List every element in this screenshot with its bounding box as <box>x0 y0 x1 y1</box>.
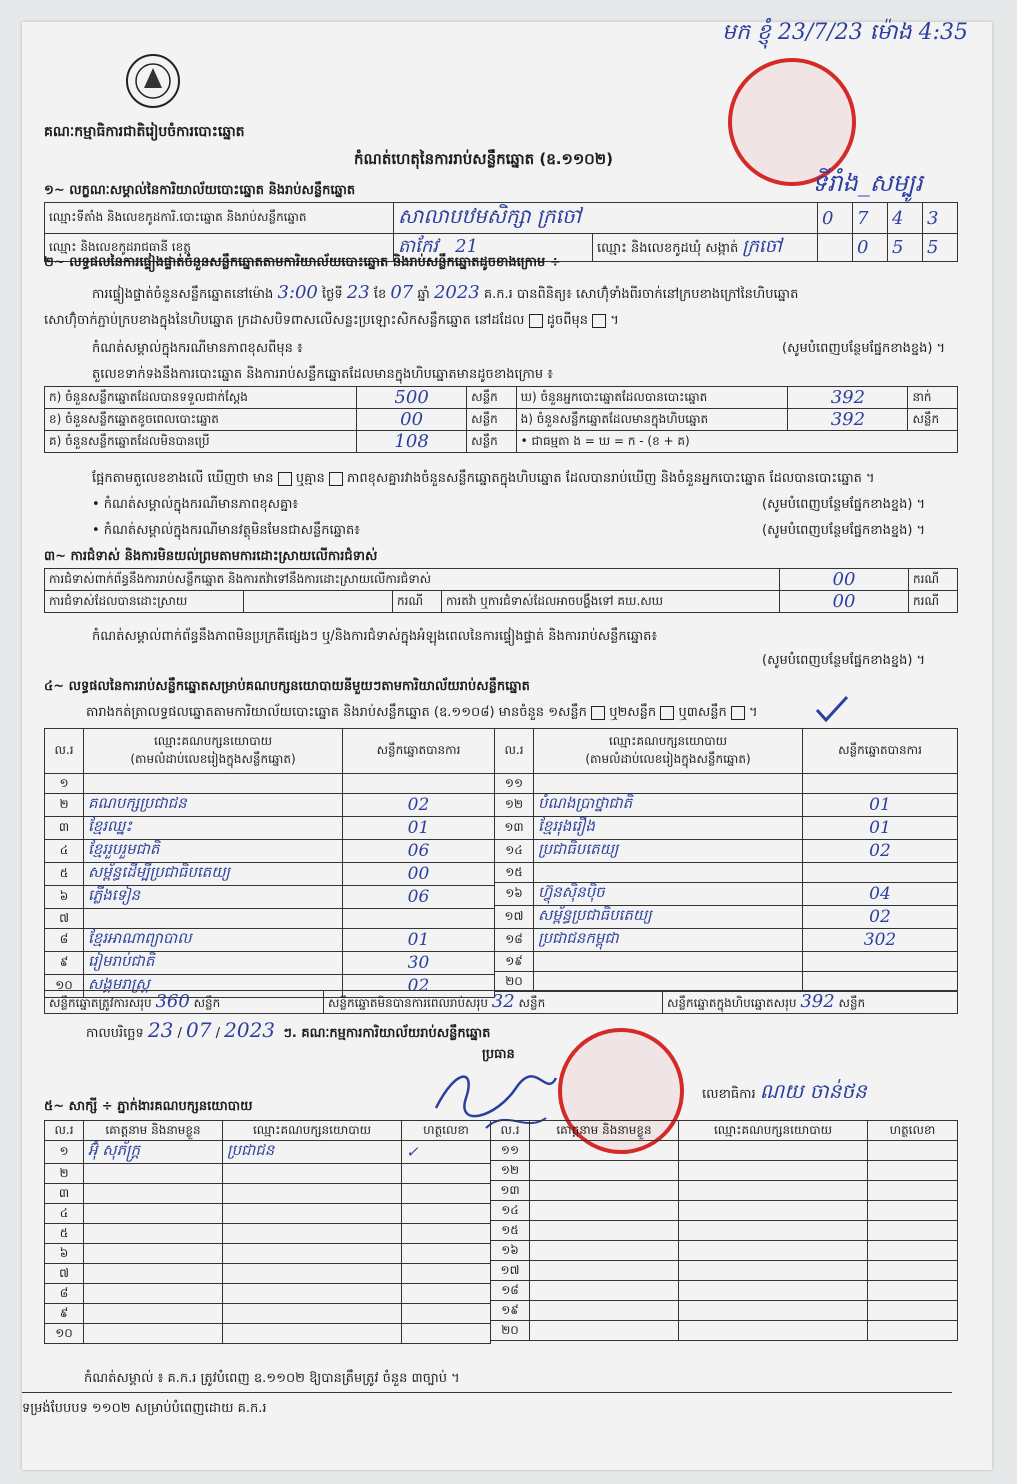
witness-name <box>530 1221 679 1241</box>
witness-row <box>491 1201 958 1221</box>
witness-name <box>84 1244 223 1264</box>
party-votes: 02 <box>803 906 958 929</box>
witness-signature <box>402 1204 491 1224</box>
figure-value: 392 <box>788 387 908 409</box>
result-row <box>45 886 495 909</box>
result-row <box>45 774 495 794</box>
witness-party <box>679 1141 868 1161</box>
figures-intro: តួលេខទាក់ទងនឹងការបោះឆ្នោត និងការរាប់សន្លឹកឆ្នោតដែលមានក្នុងហិបឆ្នោតមានដូចខាងក្រោម ៖ <box>92 367 553 382</box>
row-number: ៧ <box>45 909 84 929</box>
witness-party <box>223 1284 402 1304</box>
note-diff: កំណត់សម្គាល់ក្នុងករណីមានភាពខុសពីមុន ៖ <box>92 341 303 356</box>
witness-signature <box>868 1281 958 1301</box>
party-name <box>534 952 803 972</box>
row-number: ១០ <box>45 1324 84 1344</box>
total-in-box: 392 <box>800 991 835 1012</box>
row-number: ១០ <box>45 975 84 998</box>
date-year: 2023 <box>224 1018 276 1042</box>
col-name: គោត្តនាម និងនាមខ្លួន <box>84 1121 223 1141</box>
witness-row <box>491 1141 958 1161</box>
figure-value: 392 <box>788 409 908 431</box>
result-row <box>45 952 495 975</box>
witness-name <box>84 1224 223 1244</box>
results-table-right <box>494 728 958 992</box>
commune-code-digit: 5 <box>888 234 923 262</box>
row-number: ១៧ <box>491 1261 530 1281</box>
witness-row <box>491 1221 958 1241</box>
verification-line: ការផ្ទៀងផ្ទាត់ចំនួនសន្លឹកឆ្នោតនៅម៉ោង 3:00 ថ្ងៃទី 23 ខែ 07 ឆ្នាំ 2023 គ.ក.រ បានពិនិត្យ៖ សោហ៊ុំទាំងពីរចាក់នៅក្របខាងក្រៅនៃហិបឆ្នោត <box>92 282 799 303</box>
party-votes: 00 <box>343 863 495 886</box>
witness-signature <box>868 1301 958 1321</box>
witness-row <box>45 1284 491 1304</box>
party-name: សម្ព័ន្ធប្រជាធិបតេយ្យ <box>534 906 803 929</box>
difference-line: ផ្អែកតាមតួលេខខាងលើ ឃើញថា មាន ឬគ្មាន ភាពខុសគ្នារវាងចំនួនសន្លឹកឆ្នោតក្នុងហិបឆ្នោត ដែលបានរាប់ឃើញ និងចំនួនអ្នកបោះឆ្នោត ដែលបានបោះឆ្នោត ។ <box>92 471 875 486</box>
party-votes <box>803 774 958 794</box>
checkbox-intact[interactable] <box>529 314 543 328</box>
result-row <box>495 906 958 929</box>
location-label: ឈ្មោះទីតាំង និងលេខកូដការិ.បោះឆ្នោត និងរាប់សន្លឹកឆ្នោត <box>45 203 394 234</box>
figure-unit: សន្លឹក <box>467 431 516 453</box>
witness-table-left <box>44 1120 491 1344</box>
result-row <box>495 972 958 992</box>
seal-status-line: សោហ៊ុំចាក់ភ្ជាប់ក្របខាងក្នុងនៃហិបឆ្នោត ក្រដាសបិទពាសលើសន្លះប្រឡោះសិកសន្លឹកឆ្នោត នៅដដែល ដូចពីមុន ។ <box>44 313 619 328</box>
row-number: ១១ <box>495 774 534 794</box>
party-name <box>534 774 803 794</box>
col-no: ល.រ <box>45 1121 84 1141</box>
code-digit: 7 <box>853 203 888 234</box>
section4-title: ៤~ លទ្ធផលនៃការរាប់សន្លឹកឆ្នោតសម្រាប់គណបក្សនយោបាយនីមួយៗតាមការិយាល័យរាប់សន្លឹកឆ្នោត <box>44 679 530 694</box>
witness-name <box>84 1164 223 1184</box>
code-digit: 3 <box>923 203 958 234</box>
result-row <box>495 794 958 817</box>
party-votes: 06 <box>343 840 495 863</box>
witness-row <box>45 1164 491 1184</box>
page-title: កំណត់ហេតុនៃការរាប់សន្លឹកឆ្នោត (ឧ.១១០២) <box>354 150 614 168</box>
col-sign: ហត្ថលេខា <box>868 1121 958 1141</box>
checkbox-same[interactable] <box>592 314 606 328</box>
witness-row <box>45 1324 491 1344</box>
row-number: ១១ <box>491 1141 530 1161</box>
witness-row <box>491 1241 958 1261</box>
witness-row <box>45 1224 491 1244</box>
totals-table: សន្លឹកឆ្នោតត្រូវការសរុប 360 សន្លឹក សន្លឹកឆ្នោតមិនបានការពេលរាប់សរុប 32 សន្លឹក សន្លឹកឆ្នោតក្នុងហិបឆ្នោតសរុប 392 សន្លឹក <box>44 990 958 1014</box>
figure-unit: សន្លឹក <box>908 409 958 431</box>
results-table-left <box>44 728 495 998</box>
commune-value: ក្រចៅ <box>742 236 782 257</box>
location-table <box>44 202 958 262</box>
irregularity-fill: (សូមបំពេញបន្ថែមផ្នែកខាងខ្នង) ។ <box>762 653 926 668</box>
row-number: ១៩ <box>495 952 534 972</box>
party-name: ខ្មែរអាណាព្យាបាល <box>84 929 343 952</box>
witness-name <box>530 1321 679 1341</box>
checkbox-one-sheet[interactable] <box>591 706 605 720</box>
row-number: ១៨ <box>495 929 534 952</box>
col-no: ល.រ <box>491 1121 530 1141</box>
party-name: ប្រជាជនកម្ពុជា <box>534 929 803 952</box>
party-votes <box>343 909 495 929</box>
section3-title: ៣~ ការជំទាស់ និងការមិនយល់ព្រមតាមការដោះស្រាយលើការជំទាស់ <box>44 549 378 564</box>
witness-name <box>84 1304 223 1324</box>
verify-day: 23 <box>346 282 370 303</box>
party-name: ខ្មែរឈ្នះ <box>84 817 343 840</box>
row-number: ១២ <box>491 1161 530 1181</box>
result-row <box>495 774 958 794</box>
witness-signature <box>868 1261 958 1281</box>
party-votes <box>803 972 958 992</box>
commune-code-digit: 5 <box>923 234 958 262</box>
witness-party <box>223 1224 402 1244</box>
witness-signature <box>402 1224 491 1244</box>
irregularity-note: កំណត់សម្គាល់ពាក់ព័ន្ធនឹងភាពមិនប្រក្រតីផ្សេងៗ ឬ/និងការជំទាស់ក្នុងអំឡុងពេលនៃការផ្ទៀងផ្ទាត់ និងការរាប់សន្លឹកឆ្នោត៖ <box>92 629 658 644</box>
row-number: ២ <box>45 794 84 817</box>
document-page <box>22 22 992 1470</box>
witness-party <box>679 1261 868 1281</box>
witness-name <box>84 1184 223 1204</box>
escalated-label: ការតវ៉ា ឬការជំទាស់ដែលអាចបង្ហឹងទៅ គឃ.សឃ <box>442 591 780 613</box>
stamp-note: ទីរាំង_សម្បូរ <box>812 169 923 197</box>
checkmark-icon <box>814 694 850 724</box>
bullet-foreign-fill: (សូមបំពេញបន្ថែមផ្នែកខាងខ្នង) ។ <box>762 523 926 538</box>
witness-party <box>679 1201 868 1221</box>
row-number: ៦ <box>45 1244 84 1264</box>
verify-year: 2023 <box>433 282 480 303</box>
party-votes <box>343 774 495 794</box>
witness-party <box>223 1164 402 1184</box>
bullet-diff: • កំណត់សម្គាល់ក្នុងករណីមានភាពខុសគ្នា៖ <box>92 497 299 512</box>
witness-row <box>45 1204 491 1224</box>
witness-name <box>530 1261 679 1281</box>
witness-name <box>530 1161 679 1181</box>
party-votes: 302 <box>803 929 958 952</box>
witness-signature <box>868 1181 958 1201</box>
result-row <box>495 840 958 863</box>
row-number: ១៩ <box>491 1301 530 1321</box>
row-number: ១៣ <box>495 817 534 840</box>
section5-title: ៥~ សាក្សី ÷ ភ្នាក់ងារគណបក្សនយោបាយ <box>44 1099 253 1114</box>
result-row <box>45 929 495 952</box>
row-number: ៤ <box>45 840 84 863</box>
row-number: ១៥ <box>495 863 534 883</box>
witness-row <box>491 1281 958 1301</box>
witness-party <box>223 1264 402 1284</box>
party-name: គណបក្សប្រជាជន <box>84 794 343 817</box>
figure-value: 108 <box>357 431 467 453</box>
witness-party <box>679 1241 868 1261</box>
witness-party <box>679 1181 868 1201</box>
witness-name <box>530 1281 679 1301</box>
row-number: ៣ <box>45 1184 84 1204</box>
note-fill: (សូមបំពេញបន្ថែមផ្នែកខាងខ្នង) ។ <box>782 341 946 356</box>
figure-unit: សន្លឹក <box>467 387 516 409</box>
complaints-label: ការជំទាស់ពាក់ព័ន្ធនឹងការរាប់សន្លឹកឆ្នោត និងការតវ៉ាទៅនឹងការដោះស្រាយលើការជំទាស់ <box>45 569 780 591</box>
witness-party <box>679 1161 868 1181</box>
checkbox-has-diff[interactable] <box>278 472 292 486</box>
row-number: ១៦ <box>491 1241 530 1261</box>
party-votes <box>803 863 958 883</box>
resolved-unit: ករណី <box>393 591 442 613</box>
commune-code-digit: 0 <box>853 234 888 262</box>
secretary-line: លេខាធិការ ណយ ចាន់ថន <box>702 1079 867 1103</box>
row-number: ១ <box>45 774 84 794</box>
witness-signature <box>402 1264 491 1284</box>
checkbox-two-sheets[interactable] <box>660 706 674 720</box>
witness-signature <box>868 1241 958 1261</box>
party-name <box>534 972 803 992</box>
witness-name <box>530 1301 679 1321</box>
witness-party <box>223 1244 402 1264</box>
figure-label: ក) ចំនួនសន្លឹកឆ្នោតដែលបានទទួលជាក់ស្តែង <box>45 387 357 409</box>
col-no: ល.រ <box>45 729 84 774</box>
commune-label: ឈ្មោះ និងលេខកូដឃុំ សង្កាត់ <box>597 241 739 256</box>
escalated-unit: ករណី <box>909 591 958 613</box>
col-party: ឈ្មោះគណបក្សនយោបាយ <box>153 734 273 748</box>
figure-value: 500 <box>357 387 467 409</box>
witness-name <box>530 1241 679 1261</box>
witness-name <box>84 1204 223 1224</box>
witness-signature <box>402 1324 491 1344</box>
result-row <box>45 909 495 929</box>
witness-row <box>45 1264 491 1284</box>
checkbox-three-sheets[interactable] <box>731 706 745 720</box>
witness-signature <box>868 1221 958 1241</box>
committee-name: គណៈកម្មាធិការជាតិរៀបចំការបោះឆ្នោត <box>44 124 245 140</box>
row-number: ៧ <box>45 1264 84 1284</box>
section1-title: ១~ លក្ខណៈសម្គាល់នៃការិយាល័យបោះឆ្នោត និងរាប់សន្លឹកឆ្នោត <box>44 183 356 198</box>
row-number: ២ <box>45 1164 84 1184</box>
row-number: ៨ <box>45 1284 84 1304</box>
verify-time: 3:00 <box>277 282 318 303</box>
witness-row <box>491 1181 958 1201</box>
result-row <box>495 952 958 972</box>
party-name: សម្ព័ន្ធដើម្បីប្រជាធិបតេយ្យ <box>84 863 343 886</box>
escalated-value: 00 <box>780 591 909 613</box>
party-name: ខ្មែររួបរួមជាតិ <box>84 840 343 863</box>
ballot-figures-table <box>44 386 958 453</box>
row-number: ១៥ <box>491 1221 530 1241</box>
witness-signature <box>402 1164 491 1184</box>
handwritten-receipt: មក ខ្ញុំ 23/7/23 ម៉ោង 4:35 <box>722 20 968 45</box>
resolved-label: ការជំទាស់ដែលបានដោះស្រាយ <box>45 591 244 613</box>
chair-label: ប្រធាន <box>482 1047 515 1062</box>
witness-name <box>530 1201 679 1221</box>
row-number: ២០ <box>491 1321 530 1341</box>
result-row <box>45 794 495 817</box>
formula-label: • ជាធម្មតា ង = ឃ = ក - (ខ + គ) <box>516 431 957 453</box>
witness-row <box>491 1301 958 1321</box>
province-value: តាកែវ <box>398 236 438 257</box>
witness-name <box>530 1181 679 1201</box>
col-party-sub: (តាមលំដាប់លេខរៀងក្នុងសន្លឹកឆ្នោត) <box>585 752 751 766</box>
figure-unit: នាក់ <box>908 387 958 409</box>
witness-party <box>223 1304 402 1324</box>
row-number: ១៤ <box>491 1201 530 1221</box>
party-name: ហ៊្វុនស៊ិនប៉ិច <box>534 883 803 906</box>
total-invalid: 32 <box>491 991 515 1012</box>
party-name: ប្រជាធិបតេយ្យ <box>534 840 803 863</box>
witness-party <box>679 1301 868 1321</box>
witness-party <box>679 1321 868 1341</box>
province-label: ឈ្មោះ និងលេខកូដរាជធានី ខេត្ត <box>45 234 394 262</box>
witness-signature <box>868 1201 958 1221</box>
party-votes: 30 <box>343 952 495 975</box>
code-digit: 0 <box>818 203 853 234</box>
footnote: កំណត់សម្គាល់ ៖ គ.ក.រ ត្រូវបំពេញ ឧ.១១០២ ឱ្យបានត្រឹមត្រូវ ចំនួន ៣ច្បាប់ ។ <box>84 1371 460 1386</box>
row-number: ១៤ <box>495 840 534 863</box>
row-number: ១៦ <box>495 883 534 906</box>
row-number: ១៣ <box>491 1181 530 1201</box>
witness-signature <box>402 1184 491 1204</box>
party-name: ភ្លើងទៀន <box>84 886 343 909</box>
witness-signature: ✓ <box>402 1141 491 1164</box>
party-votes: 01 <box>803 817 958 840</box>
party-name <box>534 863 803 883</box>
complaints-table <box>44 568 958 613</box>
secretary-name: ណយ ចាន់ថន <box>759 1079 867 1103</box>
col-votes: សន្លឹកឆ្នោតបានការ <box>803 729 958 774</box>
col-votes: សន្លឹកឆ្នោតបានការ <box>343 729 495 774</box>
date-line: កាលបរិច្ឆេទ 23 / 07 / 2023 ៗ. គណៈកម្មការការិយាល័យរាប់សន្លឹកឆ្នោត <box>86 1018 491 1042</box>
row-number: ៥ <box>45 1224 84 1244</box>
witness-row <box>45 1141 491 1164</box>
date-month: 07 <box>186 1018 212 1042</box>
witness-party <box>679 1221 868 1241</box>
location-value: សាលាបឋមសិក្សា ក្រចៅ <box>394 203 818 234</box>
witness-signature <box>868 1161 958 1181</box>
witness-name <box>530 1141 679 1161</box>
party-votes: 01 <box>343 817 495 840</box>
col-party-sub: (តាមលំដាប់លេខរៀងក្នុងសន្លឹកឆ្នោត) <box>130 752 296 766</box>
form-footer: ទម្រង់បែបបទ ១១០២ សម្រាប់បំពេញដោយ គ.ក.រ <box>22 1401 267 1416</box>
col-sign: ហត្ថលេខា <box>402 1121 491 1141</box>
witness-signature <box>402 1244 491 1264</box>
party-name <box>84 774 343 794</box>
row-number: ៩ <box>45 1304 84 1324</box>
complaints-unit: ករណី <box>909 569 958 591</box>
party-votes <box>803 952 958 972</box>
party-votes: 02 <box>803 840 958 863</box>
witness-table-right <box>490 1120 958 1341</box>
figure-unit: សន្លឹក <box>467 409 516 431</box>
row-number: ១ <box>45 1141 84 1164</box>
result-row <box>45 840 495 863</box>
witness-signature <box>868 1141 958 1161</box>
row-number: ៥ <box>45 863 84 886</box>
party-name: ខ្មែររុងរឿង <box>534 817 803 840</box>
witness-party <box>223 1324 402 1344</box>
witness-row <box>491 1321 958 1341</box>
section2-title: ២~ លទ្ធផលនៃការផ្ទៀងផ្ទាត់ចំនួនសន្លឹកឆ្នោតតាមការិយាល័យបោះឆ្នោត និងរាប់សន្លឹកឆ្នោតដូចខាងក្រោម ÷ <box>44 255 561 270</box>
party-votes: 06 <box>343 886 495 909</box>
col-party: ឈ្មោះគណបក្សនយោបាយ <box>223 1121 402 1141</box>
province-code: 21 <box>455 236 479 257</box>
col-name: គោត្តនាម និងនាមខ្លួន <box>530 1121 679 1141</box>
witness-row <box>45 1244 491 1264</box>
witness-signature <box>402 1304 491 1324</box>
figure-value: 00 <box>357 409 467 431</box>
party-name: បំណងប្រាថ្នាជាតិ <box>534 794 803 817</box>
bullet-diff-fill: (សូមបំពេញបន្ថែមផ្នែកខាងខ្នង) ។ <box>762 497 926 512</box>
witness-name <box>84 1284 223 1304</box>
verify-month: 07 <box>390 282 414 303</box>
row-number: ៨ <box>45 929 84 952</box>
witness-party <box>679 1281 868 1301</box>
row-number: ២០ <box>495 972 534 992</box>
party-votes: 02 <box>343 975 495 998</box>
bullet-foreign: • កំណត់សម្គាល់ក្នុងករណីមានវត្ថុមិនមែនជាសន្លឹកឆ្នោត៖ <box>92 523 360 538</box>
date-day: 23 <box>147 1018 174 1042</box>
result-row <box>495 817 958 840</box>
checkbox-no-diff[interactable] <box>329 472 343 486</box>
party-votes: 04 <box>803 883 958 906</box>
total-valid: 360 <box>155 991 190 1012</box>
witness-signature <box>868 1321 958 1341</box>
figure-label: ង) ចំនួនសន្លឹកឆ្នោតដែលមានក្នុងហិបឆ្នោត <box>516 409 788 431</box>
row-number: ១៨ <box>491 1281 530 1301</box>
party-votes: 01 <box>343 929 495 952</box>
result-row <box>45 817 495 840</box>
row-number: ៤ <box>45 1204 84 1224</box>
witness-row <box>491 1261 958 1281</box>
col-party: ឈ្មោះគណបក្សនយោបាយ <box>608 734 728 748</box>
row-number: ១៧ <box>495 906 534 929</box>
col-no: ល.រ <box>495 729 534 774</box>
result-row <box>495 883 958 906</box>
row-number: ១២ <box>495 794 534 817</box>
code-digit: 4 <box>888 203 923 234</box>
witness-party <box>223 1184 402 1204</box>
col-party: ឈ្មោះគណបក្សនយោបាយ <box>679 1121 868 1141</box>
witness-name <box>84 1264 223 1284</box>
figure-label: គ) ចំនួនសន្លឹកឆ្នោតដែលមិនបានប្រើ <box>45 431 357 453</box>
red-seal-top <box>728 58 856 186</box>
result-row <box>495 863 958 883</box>
witness-party: ប្រជាជន <box>223 1141 402 1164</box>
party-name: រៀមរាប់ជាតិ <box>84 952 343 975</box>
witness-party <box>223 1204 402 1224</box>
footer-divider <box>22 1392 952 1393</box>
party-votes: 01 <box>803 794 958 817</box>
result-row <box>495 929 958 952</box>
witness-row <box>45 1304 491 1324</box>
complaints-value: 00 <box>780 569 909 591</box>
row-number: ៩ <box>45 952 84 975</box>
emblem-icon <box>124 52 182 110</box>
party-votes: 02 <box>343 794 495 817</box>
party-name: សង្គមរាស្ត្រ <box>84 975 343 998</box>
witness-row <box>491 1161 958 1181</box>
figure-label: ឃ) ចំនួនអ្នកបោះឆ្នោតដែលបានបោះឆ្នោត <box>516 387 788 409</box>
row-number: ៦ <box>45 886 84 909</box>
witness-row <box>45 1184 491 1204</box>
witness-signature <box>402 1284 491 1304</box>
witness-name: អ៊ុំ សុភ័ក្ត្រ <box>84 1141 223 1164</box>
result-row <box>45 863 495 886</box>
party-name <box>84 909 343 929</box>
witness-name <box>84 1324 223 1344</box>
sheets-line: តារាងកត់ត្រាលទ្ធផលឆ្នោតតាមការិយាល័យបោះឆ្នោត និងរាប់សន្លឹកឆ្នោត (ឧ.១១០៨) មានចំនួន ១សន្លឹក ឬ២សន្លឹក ឬ៣សន្លឹក ។ <box>86 705 758 720</box>
row-number: ៣ <box>45 817 84 840</box>
figure-label: ខ) ចំនួនសន្លឹកឆ្នោតខូចពេលបោះឆ្នោត <box>45 409 357 431</box>
